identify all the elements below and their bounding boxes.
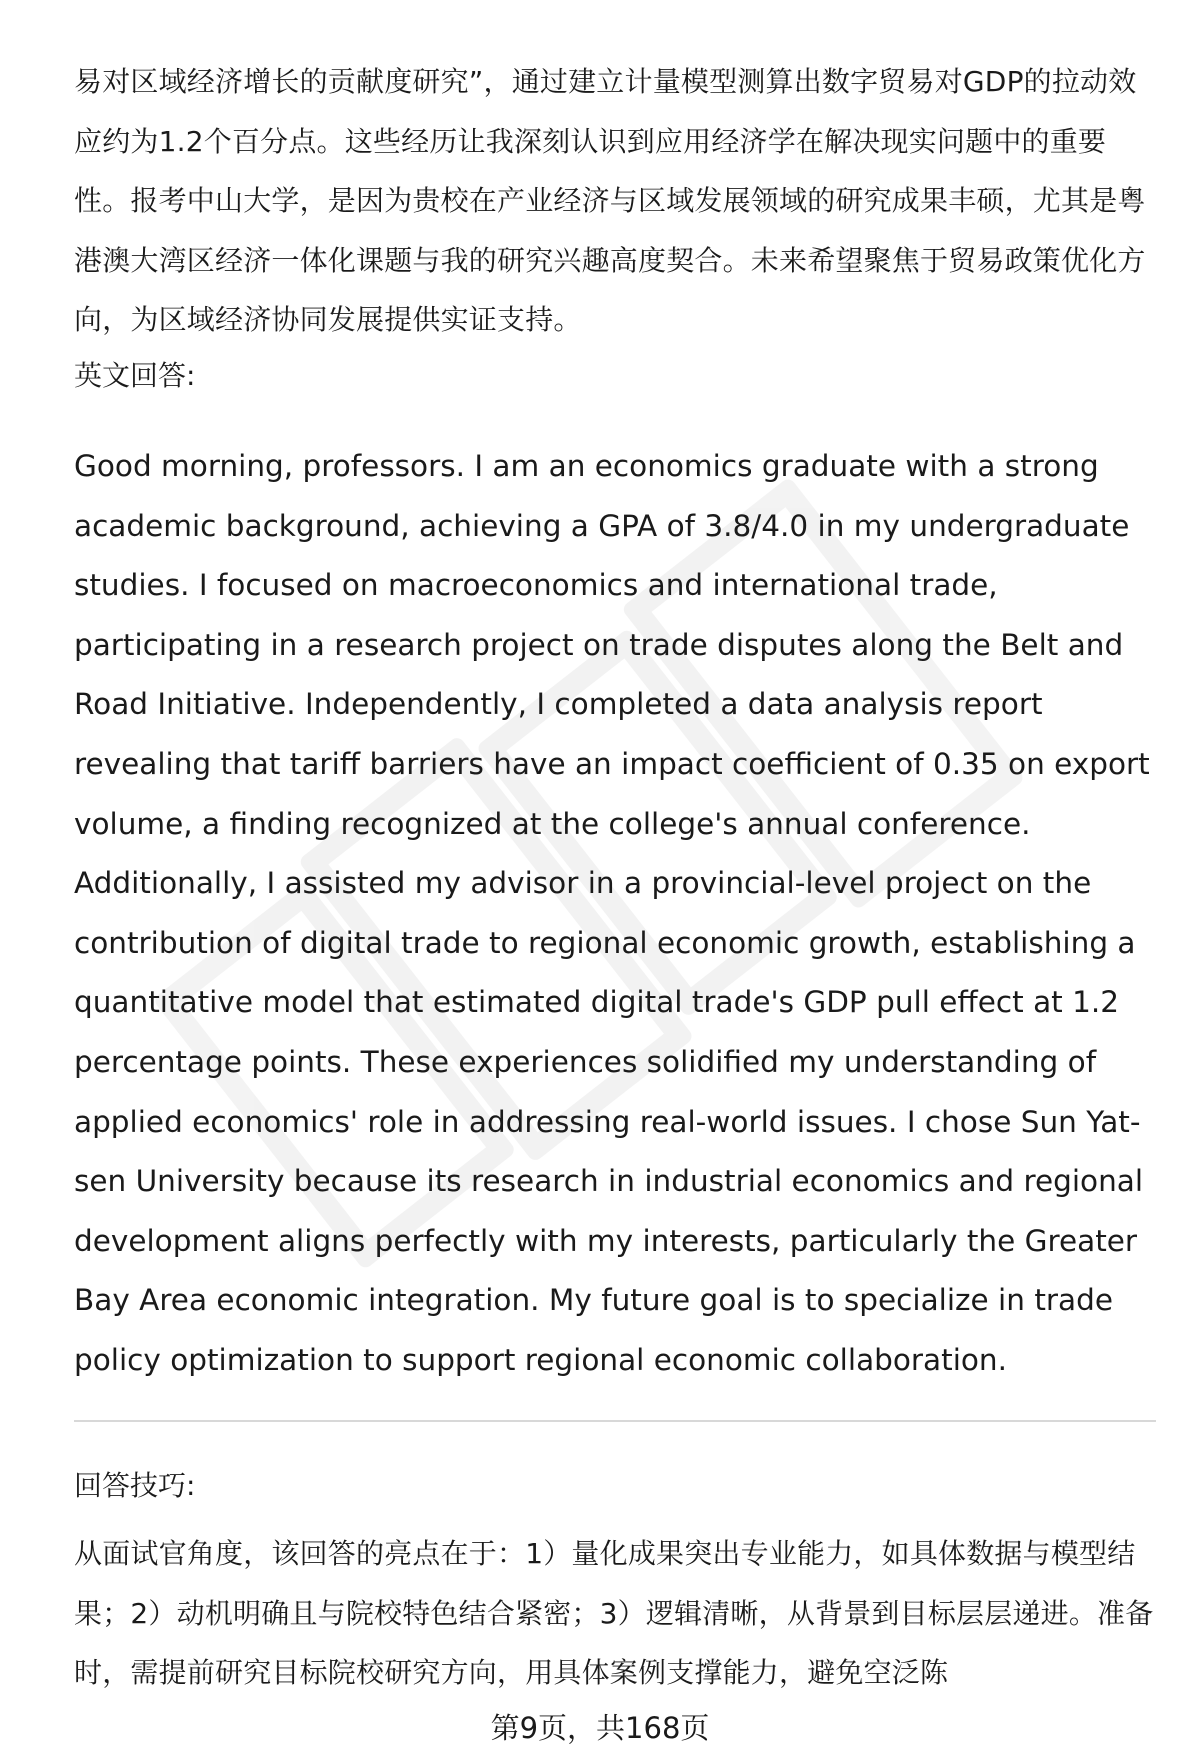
tips-heading: 回答技巧:: [74, 1469, 196, 1502]
previous-answer-continuation: [74, 52, 1154, 350]
tips-section: [74, 1524, 1154, 1703]
english-answer-text: Good morning, professors. I am an economics graduate with a strong academic background, achieving a GPA of 3.8/4.0 in my undergraduate studies. I focused on macroeconomics and international trade, participating in a research project on trade disputes along the Belt and Road Initiative. Independently, I completed a data analysis report revealing that tariff barriers have an impact coefficient of 0.35 on export volume, a finding recognized at the college's annual conference. Additionally, I assisted my advisor in a provincial-level project on the contribution of digital trade to regional economic growth, establishing a quantitative model that estimated digital trade's GDP pull effect at 1.2 percentage points. These experiences solidified my understanding of applied economics' role in addressing real-world issues. I chose Sun Yat-sen University because its research in industrial economics and regional development aligns perfectly with my interests, particularly the Greater Bay Area economic integration. My future goal is to specialize in trade policy optimization to support regional economic collaboration.: [74, 449, 1150, 1377]
english-answer: [74, 437, 1154, 1391]
english-answer-heading: 英文回答:: [74, 359, 196, 392]
chinese-answer-text: 易对区域经济增长的贡献度研究”，通过建立计量模型测算出数字贸易对GDP的拉动效应约为1.2个百分点。这些经历让我深刻认识到应用经济学在解决现实问题中的重要性。报考中山大学，是因为贵校在产业经济与区域发展领域的研究成果丰硕，尤其是粤港澳大湾区经济一体化课题与我的研究兴趣高度契合。未来希望聚焦于贸易政策优化方向，为区域经济协同发展提供实证支持。: [74, 65, 1146, 336]
tips-text: 从面试官角度，该回答的亮点在于：1）量化成果突出专业能力，如具体数据与模型结果；2）动机明确且与院校特色结合紧密；3）逻辑清晰，从背景到目标层层递进。准备时，需提前研究目标院校研究方向，用具体案例支撑能力，避免空泛陈: [74, 1537, 1154, 1689]
page-number-footer: 第9页，共168页: [490, 1711, 710, 1745]
section-divider: [74, 1420, 1156, 1422]
